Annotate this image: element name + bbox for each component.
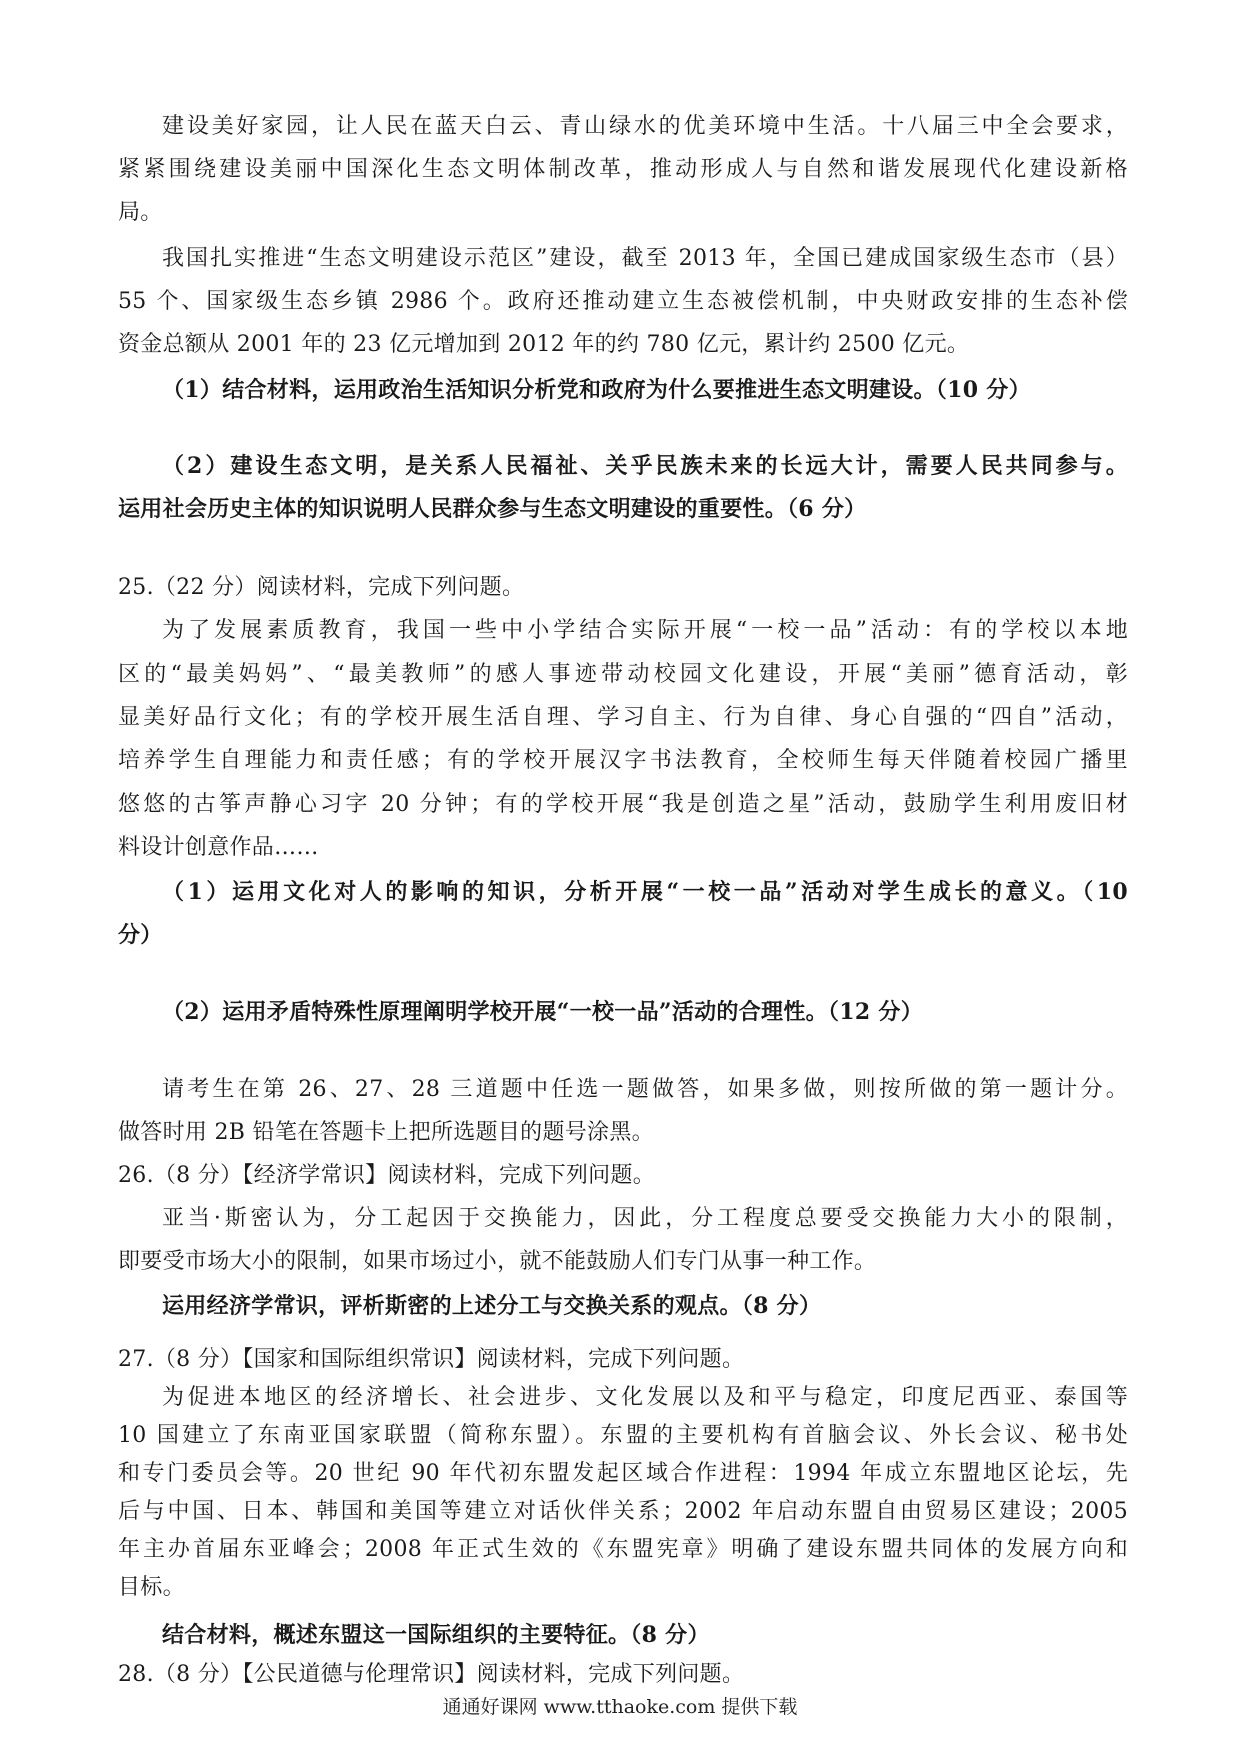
text-line: 区的“最美妈妈”、“最美教师”的感人事迹带动校园文化建设，开展“美丽”德育活动，彰: [118, 662, 1128, 687]
text-line: 为了发展素质教育，我国一些中小学结合实际开展“一校一品”活动：有的学校以本地: [162, 618, 1128, 643]
text-line: 目标。: [118, 1575, 185, 1600]
question-prompt: 运用经济学常识，评析斯密的上述分工与交换关系的观点。（8 分）: [162, 1293, 822, 1319]
text-line: 和专门委员会等。20 世纪 90 年代初东盟发起区域合作进程：1994 年成立东盟地区论坛，先: [118, 1461, 1128, 1486]
question-header: 28.（8 分）【公民道德与伦理常识】阅读材料，完成下列问题。: [118, 1662, 745, 1687]
question-header: 25.（22 分）阅读材料，完成下列问题。: [118, 575, 525, 600]
instruction-line: 做答时用 2B 铅笔在答题卡上把所选题目的题号涂黑。: [118, 1120, 654, 1145]
text-line: 55 个、国家级生态乡镇 2986 个。政府还推动建立生态被偿机制，中央财政安排的生态补偿: [118, 289, 1128, 314]
instruction-line: 请考生在第 26、27、28 三道题中任选一题做答，如果多做，则按所做的第一题计分。: [162, 1077, 1128, 1102]
text-line: 紧紧围绕建设美丽中国深化生态文明体制改革，推动形成人与自然和谐发展现代化建设新格: [118, 157, 1128, 182]
text-line: 即要受市场大小的限制，如果市场过小，就不能鼓励人们专门从事一种工作。: [118, 1249, 877, 1274]
text-line: 资金总额从 2001 年的 23 亿元增加到 2012 年的约 780 亿元，累计约 2500 亿元。: [118, 332, 970, 357]
text-line: 显美好品行文化；有的学校开展生活自理、学习自主、行为自律、身心自强的“四自”活动，: [118, 705, 1128, 730]
question-prompt: 结合材料，概述东盟这一国际组织的主要特征。（8 分）: [162, 1622, 710, 1648]
question-prompt: 分）: [118, 922, 163, 948]
text-line: 我国扎实推进“生态文明建设示范区”建设，截至 2013 年，全国已建成国家级生态市（县）: [162, 246, 1128, 271]
text-line: 10 国建立了东南亚国家联盟（简称东盟）。东盟的主要机构有首脑会议、外长会议、秘书处: [118, 1423, 1128, 1448]
footer-credit: 通通好课网 www.tthaoke.com 提供下载: [442, 1696, 798, 1718]
question-prompt: （1）运用文化对人的影响的知识，分析开展“一校一品”活动对学生成长的意义。（10: [162, 879, 1128, 905]
question-header: 27.（8 分）【国家和国际组织常识】阅读材料，完成下列问题。: [118, 1347, 745, 1372]
text-line: 为促进本地区的经济增长、社会进步、文化发展以及和平与稳定，印度尼西亚、泰国等: [162, 1385, 1128, 1410]
question-prompt: （1）结合材料，运用政治生活知识分析党和政府为什么要推进生态文明建设。（10 分）: [162, 377, 1031, 403]
question-prompt: （2）运用矛盾特殊性原理阐明学校开展“一校一品”活动的合理性。（12 分）: [162, 999, 923, 1025]
text-line: 亚当·斯密认为，分工起因于交换能力，因此，分工程度总要受交换能力大小的限制，: [162, 1206, 1128, 1231]
text-line: 悠悠的古筝声静心习字 20 分钟；有的学校开展“我是创造之星”活动，鼓励学生利用废旧材: [118, 792, 1128, 817]
text-line: 年主办首届东亚峰会；2008 年正式生效的《东盟宪章》明确了建设东盟共同体的发展方向和: [118, 1537, 1128, 1562]
question-prompt: 运用社会历史主体的知识说明人民群众参与生态文明建设的重要性。（6 分）: [118, 496, 867, 522]
question-prompt: （2）建设生态文明，是关系人民福祉、关乎民族未来的长远大计，需要人民共同参与。: [162, 453, 1128, 479]
text-line: 局。: [118, 200, 163, 225]
text-line: 后与中国、日本、韩国和美国等建立对话伙伴关系；2002 年启动东盟自由贸易区建设；2005: [118, 1499, 1128, 1524]
text-line: 培养学生自理能力和责任感；有的学校开展汉字书法教育，全校师生每天伴随着校园广播里: [118, 748, 1128, 773]
text-line: 建设美好家园，让人民在蓝天白云、青山绿水的优美环境中生活。十八届三中全会要求，: [162, 114, 1128, 139]
question-header: 26.（8 分）【经济学常识】阅读材料，完成下列问题。: [118, 1163, 656, 1188]
text-line: 料设计创意作品……: [118, 835, 319, 860]
